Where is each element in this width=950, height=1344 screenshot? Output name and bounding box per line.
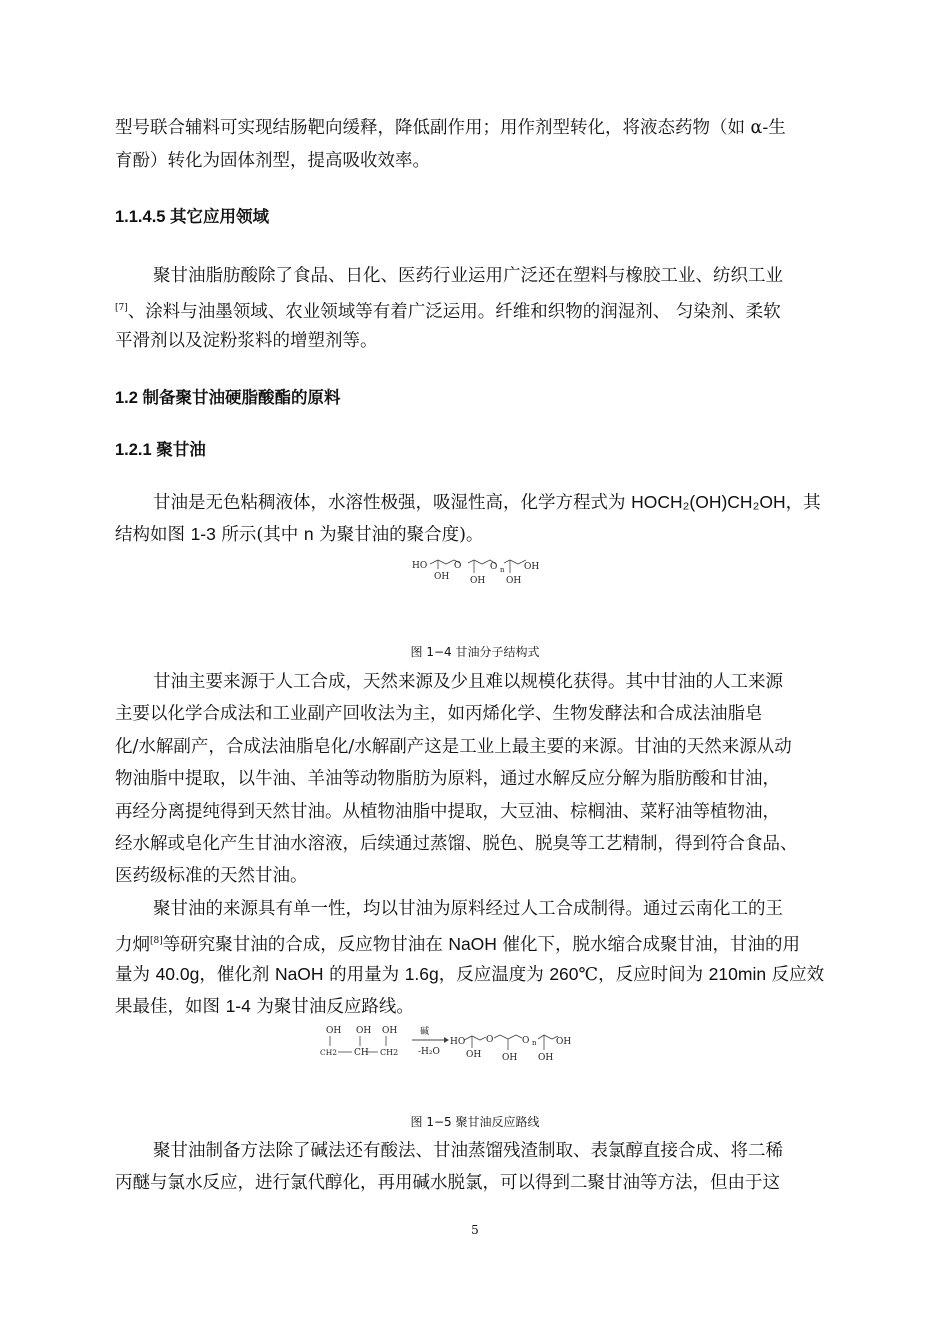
body-text-line: 聚甘油脂肪酸除了食品、日化、医药行业运用广泛还在塑料与橡胶工业、纺织工业 xyxy=(153,266,783,286)
body-text-line: [7]、涂料与油墨领域、农业领域等有着广泛运用。纤维和织物的润湿剂、 匀染剂、柔软 xyxy=(115,301,781,322)
body-text-line: 医药级标准的天然甘油。 xyxy=(115,866,308,886)
fig-label: OH xyxy=(506,576,522,586)
body-text-line: 经水解或皂化产生甘油水溶液，后续通过蒸馏、脱色、脱臭等工艺精制，得到符合食品、 xyxy=(115,834,798,854)
fig-label: O xyxy=(486,1035,494,1045)
fig-label: OH xyxy=(466,1050,482,1060)
fig-label: OH xyxy=(556,1037,572,1047)
body-text-line: 聚甘油制备方法除了碱法还有酸法、甘油蒸馏残渣制取、表氯醇直接合成、将二稀 xyxy=(153,1141,783,1161)
fig-label: OH xyxy=(524,562,540,572)
body-text-line: 平滑剂以及淀粉浆料的增塑剂等。 xyxy=(115,331,378,351)
fig-label: OH xyxy=(356,1026,372,1036)
fig-label: n xyxy=(500,566,505,574)
body-text-line: 主要以化学合成法和工业副产回收法为主，如丙烯化学、生物发酵法和合成法油脂皂 xyxy=(115,704,763,724)
fig-label: 碱 xyxy=(420,1027,430,1037)
fig-label: HO xyxy=(450,1037,466,1047)
body-text-line: 聚甘油的来源具有单一性，均以甘油为原料经过人工合成制得。通过云南化工的王 xyxy=(153,899,783,919)
body-text-line: 物油脂中提取，以牛油、羊油等动物脂肪为原料，通过水解反应分解为脂肪酸和甘油， xyxy=(115,769,780,789)
fig-label: -H₂O xyxy=(418,1047,440,1057)
chemical-formula: HOCH₂(OH)CH₂OH xyxy=(631,492,786,512)
fig-label: n xyxy=(532,1039,537,1047)
fig-label: OH xyxy=(434,572,450,582)
body-text-line: 再经分离提纯得到天然甘油。从植物油脂中提取，大豆油、棕榈油、菜籽油等植物油， xyxy=(115,802,780,822)
fig-label: OH xyxy=(502,1053,518,1062)
body-text-line: 型号联合辅料可实现结肠靶向缓释，降低副作用；用作剂型转化，将液态药物（如 α-生 xyxy=(115,118,786,138)
polyglycerol-reaction-figure xyxy=(316,1022,586,1062)
body-text-line: 甘油是无色粘稠液体，水溶性极强，吸湿性高，化学方程式为 HOCH₂(OH)CH₂OH，其 xyxy=(153,492,821,513)
fig-label: HO xyxy=(412,561,428,571)
body-text-line: 甘油主要来源于人工合成，天然来源及少且难以规模化获得。其中甘油的人工来源 xyxy=(153,672,783,692)
body-text-line: 丙醚与氯水反应，进行氯代醇化，再用碱水脱氯，可以得到二聚甘油等方法，但由于这 xyxy=(115,1173,780,1193)
citation-ref: [8] xyxy=(150,936,163,946)
section-heading-1-2: 1.2 制备聚甘油硬脂酸酯的原料 xyxy=(115,389,341,407)
body-text-line: 力炯[8]等研究聚甘油的合成，反应物甘油在 NaOH 催化下，脱水缩合成聚甘油，甘油的用 xyxy=(115,933,800,955)
figure-caption: 图 1−4 甘油分子结构式 xyxy=(410,645,540,659)
body-text-line: 量为 40.0g，催化剂 NaOH 的用量为 1.6g，反应温度为 260℃，反应时间为 210min 反应效 xyxy=(115,964,825,985)
figure-caption: 图 1−5 聚甘油反应路线 xyxy=(410,1115,540,1129)
body-text-line: 果最佳，如图 1-4 为聚甘油反应路线。 xyxy=(115,996,414,1017)
body-text-line: 结构如图 1-3 所示(其中 n 为聚甘油的聚合度)。 xyxy=(115,524,484,545)
body-text-line: 育酚）转化为固体剂型，提高吸收效率。 xyxy=(115,151,430,171)
fig-label: O xyxy=(522,1036,530,1046)
fig-label: OH xyxy=(470,576,486,586)
body-text-line: 化/水解副产，合成法油脂皂化/水解副产这是工业上最主要的来源。甘油的天然来源从动 xyxy=(115,737,792,757)
fig-label: OH xyxy=(538,1053,554,1062)
fig-label: CH2 xyxy=(320,1048,338,1057)
glycerol-structure-figure xyxy=(408,555,548,587)
fig-label: CH2 xyxy=(380,1048,399,1057)
section-heading-1-1-4-5: 1.1.4.5 其它应用领域 xyxy=(115,208,270,226)
fig-label: OH xyxy=(382,1026,398,1036)
page-number: 5 xyxy=(471,1223,479,1237)
citation-ref: [7] xyxy=(115,303,128,313)
fig-label: O xyxy=(490,562,498,572)
fig-label: CH xyxy=(354,1048,369,1058)
fig-label: OH xyxy=(326,1026,342,1036)
section-heading-1-2-1: 1.2.1 聚甘油 xyxy=(115,441,206,459)
fig-label: O xyxy=(454,561,462,571)
